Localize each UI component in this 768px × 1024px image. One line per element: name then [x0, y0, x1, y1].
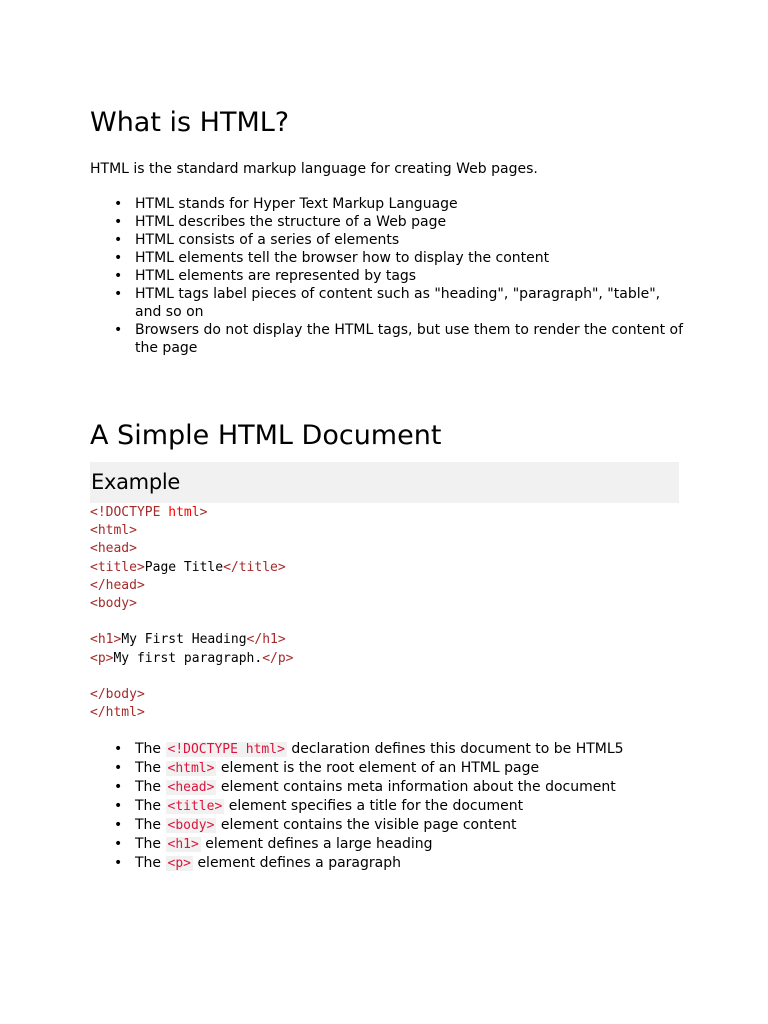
item-text: declaration defines this document to be HTML5: [291, 741, 624, 757]
code-tag: </h1>: [246, 632, 286, 648]
list-item: • HTML describes the structure of a Web page: [90, 213, 690, 231]
code-tag: <html>: [90, 523, 137, 539]
code-line: [90, 504, 294, 522]
code-tag: <h1>: [90, 632, 122, 648]
list-item: [90, 778, 690, 797]
code-tag: <title>: [90, 559, 145, 575]
item-prefix: The: [135, 817, 162, 833]
code-line: [90, 559, 294, 577]
inline-code: <p>: [167, 856, 191, 871]
item-text: element defines a paragraph: [197, 855, 401, 871]
inline-code: <html>: [167, 761, 215, 776]
item-prefix: The: [135, 836, 162, 852]
item-text: element is the root element of an HTML page: [220, 760, 540, 776]
code-tag: </body>: [90, 687, 145, 702]
item-prefix: The: [135, 779, 162, 795]
code-text: My First Heading: [121, 632, 247, 648]
code-line: [90, 522, 294, 540]
code-line: [90, 686, 294, 704]
code-line: [90, 595, 294, 613]
list-item: • HTML elements are represented by tags: [90, 267, 690, 285]
list-item: • HTML tags label pieces of content such as "heading", "paragraph", "table", and so on: [90, 285, 690, 321]
code-tag: <head>: [90, 541, 137, 557]
elements-list: [90, 740, 690, 873]
item-prefix: The: [135, 760, 162, 776]
code-tag: <!DOCTYPE: [90, 505, 161, 520]
section-title: A Simple HTML Document: [90, 420, 442, 451]
item-prefix: The: [135, 798, 162, 814]
list-item: [90, 740, 690, 759]
page-title: What is HTML?: [90, 107, 290, 138]
code-tag: </p>: [262, 650, 294, 666]
code-line: [90, 650, 294, 668]
intro-paragraph: HTML is the standard markup language for creating Web pages.: [90, 161, 538, 177]
facts-list: [90, 195, 690, 357]
code-line: [90, 631, 294, 649]
code-example: [90, 504, 294, 722]
code-tag: <body>: [90, 596, 137, 612]
inline-code: <head>: [167, 780, 215, 795]
list-item: • HTML consists of a series of elements: [90, 231, 690, 249]
inline-code: <body>: [167, 818, 215, 833]
list-item: [90, 854, 690, 873]
item-text: element contains meta information about the document: [220, 779, 616, 795]
list-item: [90, 759, 690, 778]
code-line: [90, 540, 294, 558]
code-tag: </title>: [223, 559, 286, 575]
list-item: [90, 816, 690, 835]
code-line: [90, 577, 294, 595]
list-item: • HTML stands for Hyper Text Markup Language: [90, 195, 690, 213]
code-tag: </html>: [90, 705, 145, 721]
code-line: [90, 704, 294, 722]
inline-code: <!DOCTYPE html>: [167, 742, 285, 757]
code-blank-line: [90, 613, 294, 631]
list-item: [90, 835, 690, 854]
item-text: element defines a large heading: [205, 836, 433, 852]
code-tag: </head>: [90, 577, 145, 593]
code-blank-line: [90, 668, 294, 686]
code-tag: >: [199, 505, 208, 520]
code-text: My first paragraph.: [113, 650, 263, 666]
example-header: [90, 462, 679, 503]
inline-code: <h1>: [167, 837, 199, 852]
item-text: element contains the visible page content: [220, 817, 517, 833]
item-prefix: The: [135, 741, 162, 757]
item-text: element specifies a title for the document: [228, 798, 524, 814]
code-tag: <p>: [90, 650, 114, 666]
list-item: [90, 797, 690, 816]
item-prefix: The: [135, 855, 162, 871]
list-item: • HTML elements tell the browser how to display the content: [90, 249, 690, 267]
list-item: • Browsers do not display the HTML tags, but use them to render the content of the page: [90, 321, 690, 357]
inline-code: <title>: [167, 799, 223, 814]
example-heading: Example: [91, 470, 181, 494]
code-text: Page Title: [144, 559, 224, 575]
code-attribute: html: [168, 505, 200, 520]
